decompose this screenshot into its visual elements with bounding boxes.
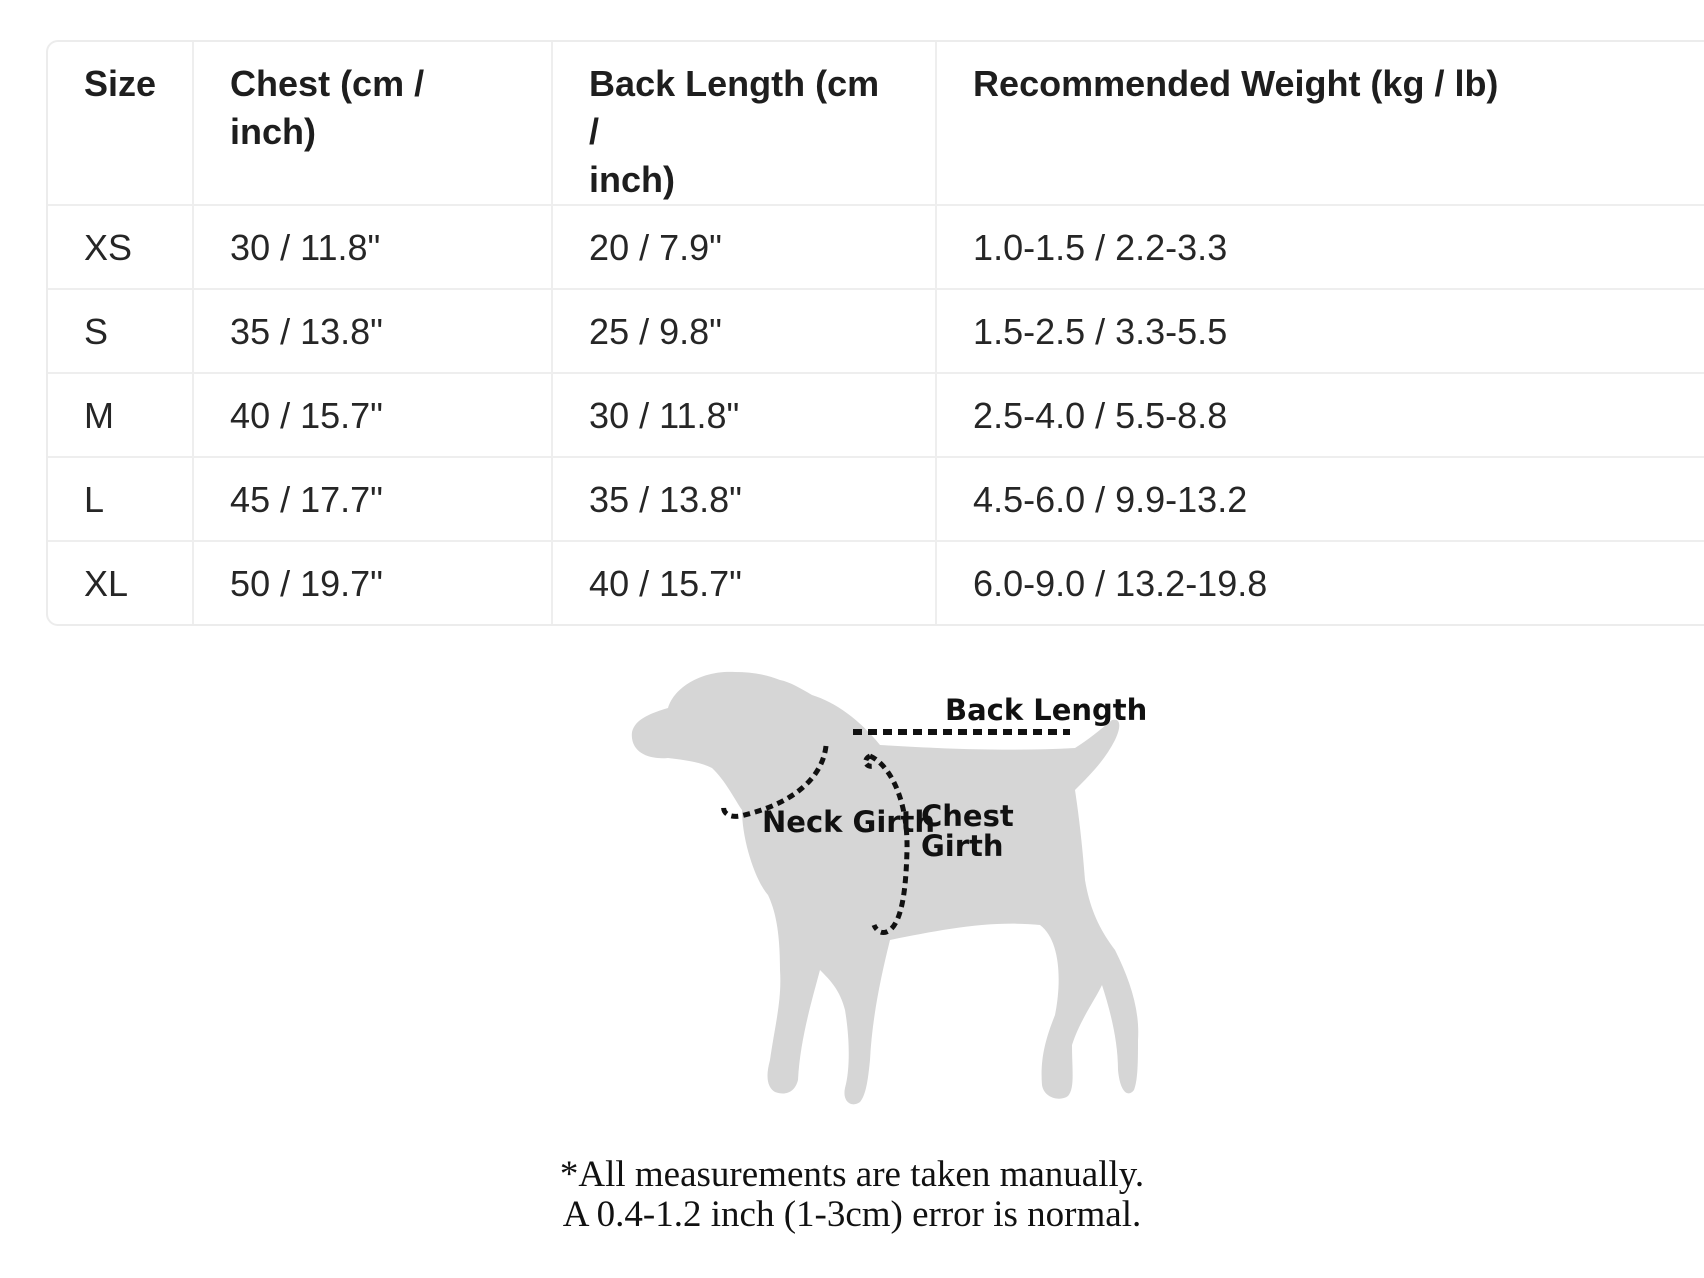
- header-back-length-line2: inch): [589, 159, 676, 200]
- header-weight: Recommended Weight (kg / lb): [937, 42, 1704, 206]
- cell-weight: 6.0-9.0 / 13.2-19.8: [937, 542, 1704, 624]
- size-chart-table: [46, 40, 1704, 626]
- cell-back-length: 40 / 15.7": [553, 542, 937, 624]
- table-row: [48, 458, 1704, 542]
- cell-weight: 1.0-1.5 / 2.2-3.3: [937, 206, 1704, 290]
- cell-size: M: [48, 374, 194, 458]
- table-header-row: [48, 42, 1704, 206]
- cell-weight: 1.5-2.5 / 3.3-5.5: [937, 290, 1704, 374]
- cell-chest: 40 / 15.7": [194, 374, 553, 458]
- back-length-label: Back Length: [945, 693, 1148, 727]
- cell-size: L: [48, 458, 194, 542]
- cell-chest: 35 / 13.8": [194, 290, 553, 374]
- cell-back-length: 35 / 13.8": [553, 458, 937, 542]
- header-size: Size: [48, 42, 194, 206]
- dog-diagram-svg: [0, 640, 1704, 1110]
- cell-chest: 30 / 11.8": [194, 206, 553, 290]
- cell-back-length: 30 / 11.8": [553, 374, 937, 458]
- cell-size: XS: [48, 206, 194, 290]
- table-row: [48, 542, 1704, 624]
- chest-girth-label-line1: Chest: [921, 799, 1014, 833]
- cell-weight: 2.5-4.0 / 5.5-8.8: [937, 374, 1704, 458]
- table-row: [48, 206, 1704, 290]
- cell-size: S: [48, 290, 194, 374]
- neck-girth-label: Neck Girth: [762, 805, 936, 839]
- header-back-length: [553, 42, 937, 206]
- dog-silhouette-icon: [632, 672, 1138, 1104]
- table-row: [48, 290, 1704, 374]
- table-row: [48, 374, 1704, 458]
- header-chest: Chest (cm / inch): [194, 42, 553, 206]
- dog-measurement-diagram: [0, 640, 1704, 1110]
- cell-back-length: 25 / 9.8": [553, 290, 937, 374]
- cell-chest: 50 / 19.7": [194, 542, 553, 624]
- cell-weight: 4.5-6.0 / 9.9-13.2: [937, 458, 1704, 542]
- measurement-note: [0, 1155, 1704, 1235]
- cell-size: XL: [48, 542, 194, 624]
- note-line-1: *All measurements are taken manually.: [559, 1154, 1145, 1195]
- header-back-length-line1: Back Length (cm /: [589, 63, 880, 152]
- cell-back-length: 20 / 7.9": [553, 206, 937, 290]
- chest-girth-label-line2: Girth: [921, 829, 1004, 863]
- cell-chest: 45 / 17.7": [194, 458, 553, 542]
- note-line-2: A 0.4-1.2 inch (1-3cm) error is normal.: [562, 1194, 1142, 1235]
